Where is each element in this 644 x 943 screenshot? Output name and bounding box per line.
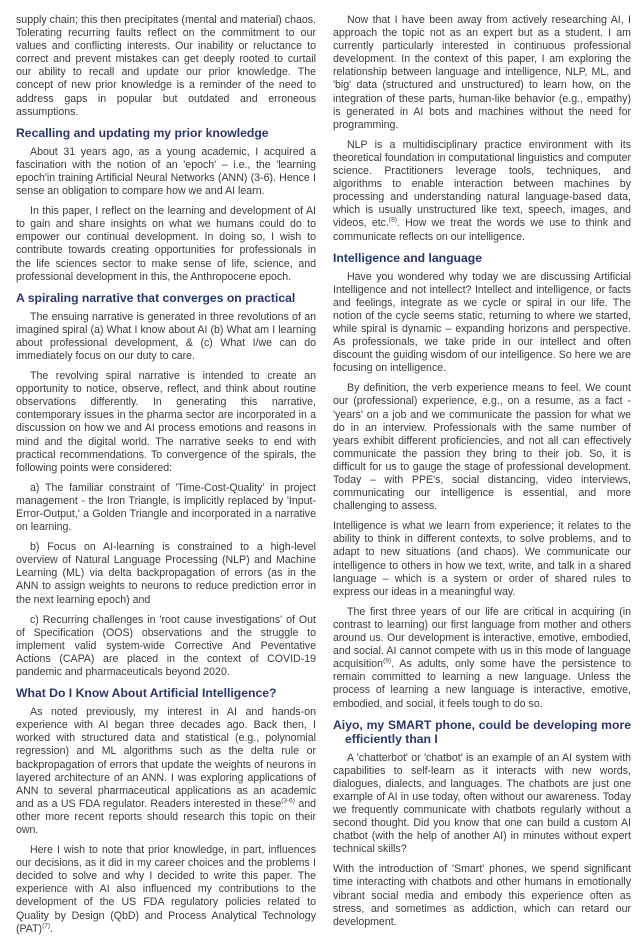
- paragraph: [16, 706, 316, 837]
- citation: (7): [42, 922, 51, 930]
- paragraph: The revolving spiral narrative is intended to create an opportunity to notice, observe, reflect, and think about routine observations differently. In generating this narrative, contemporary issues in the pharma sector are incorporated in a discussion on how we and AI process emotions and reasons in mind and the digital world. The narrative seeks to end with practical recommendations. To convergence of the spirals, the following points were considered:: [16, 370, 316, 474]
- paragraph: supply chain; this then precipitates (mental and material) chaos. Tolerating recurring faults reflect on the commitment to our values and conflicting interests. Our inability or reluctance to correct and prevent mistakes can get deeply rooted to curtail our ability to recall and update our prior knowledge. The concept of new prior knowledge is a reminder of the need to address gaps in popular but outdated and erroneous assumptions.: [16, 14, 316, 118]
- paragraph: About 31 years ago, as a young academic, I acquired a fascination with the notion of an 'epoch' – i.e., the 'learning epoch'in training Artificial Neural Networks (ANN) (3-6). Hence I sense an obligation to compare how we and AI learn.: [16, 145, 316, 198]
- text: Here I wish to note that prior knowledge, in part, influences our decisions, as it did in my career choices and the problems I decided to solve and why I decided to write this paper. The experience with AI also influenced my contributions to the development of the US FDA regulatory policies related to Quality by Design (QbD) and Process Analytical Technology (PAT): [16, 844, 316, 935]
- text: . As adults, only some have the persistence to remain committed to learning a new language. Unless the process of learning a new language is interactive, emotive, embodied, and social, it feels tough to do so.: [333, 658, 631, 710]
- citation: (8): [388, 216, 397, 224]
- list-item-a: a) The familiar constraint of 'Time-Cost-Quality' in project management - the Iron Triangle, is implicitly replaced by 'Input-Error-Output,' a Golden Triangle and incorporated in a narrative on learning.: [16, 481, 316, 534]
- paragraph: In this paper, I reflect on the learning and development of AI to gain and share insights on what we humans could do to empower our continual development. In doing so, I wish to contribute towards creating opportunities for professionals in the life sciences sector to make sense of life, science, and professional development in this, the Anthropocene epoch.: [16, 205, 316, 283]
- paragraph: [333, 606, 631, 711]
- paragraph: Now that I have been away from actively researching AI, I approach the topic not as an expert but as a student. I am currently particularly interested in continuous professional development. In the context of this paper, I am exploring the relationship between language and intelligence, NLP, ML, and 'big' data (structured and unstructured) to learn how, on the integration of these parts, human-like behavior (e.g., empathy) is generated in AI bots and machines without the need for programming.: [333, 14, 631, 131]
- section-heading-what-do-i-know: What Do I Know About Artificial Intelligence?: [16, 686, 277, 701]
- paragraph: The ensuing narrative is generated in three revolutions of an imagined spiral (a) What I know about AI (b) What am I learning about professional development, & (c) What I/we can do immediately focus on our duty to care.: [16, 310, 316, 362]
- section-heading-recalling: Recalling and updating my prior knowledge: [16, 125, 269, 140]
- text: The first three years of our life are critical in acquiring (in contrast to learning) our first language from mother and others around us. Our development is interactive, emotive, embodied, and social. AI cannot compete with us in this mode of language acquisition: [333, 605, 631, 671]
- citation: (9): [383, 657, 392, 665]
- paragraph: Have you wondered why today we are discussing Artificial Intelligence and not intellect? Intellect and intelligence, or facts and feelings, integrate as we cycle or spiral in our life. The notion of the cycle seems static, returning to where we started, while spiral is dynamic – expanding horizons and perspective. As professionals, we take pride in our intellect and often discount the guiding wisdom of our intelligence. So here we are focusing on intelligence.: [333, 270, 631, 375]
- text: As noted previously, my interest in AI and hands-on experience with AI began three decades ago. Back then, I worked with structured data and statistical (e.g., polynomial regression) and ML algorithms such as the delta rule or backpropagation of errors that update the weights of neurons in layered architecture of an ANN. I was exploring applications of ANN to several pharmaceutical applications as an academic and as a US FDA regulator. Readers interested in these: [16, 706, 316, 810]
- paragraph: With the introduction of 'Smart' phones, we spend significant time interacting with chatbots and other humans in emotionally vibrant social media and embody this experience often as stress, and sometimes as addiction, which can retard our development.: [333, 863, 631, 928]
- section-heading-smart-phone: Aiyo, my SMART phone, could be developing more efficiently than I: [333, 717, 631, 746]
- text: .: [50, 922, 53, 935]
- citation: (3-6): [281, 797, 295, 805]
- paragraph: By definition, the verb experience means to feel. We count our (professional) experience, e.g., on a resume, as a fact - 'years' on a job and we communicate the passion for what we do in an interview. Professionals with the same number of years exhibit different proficiencies, and not all can effectively communicate the passion they bring to their job. So, it is difficult for us to gauge the stage of professional development. Today – with PPE's, social distancing, video interviews, communicating our intelligence is essential, and more challenging to assess.: [333, 382, 631, 513]
- text: . How we treat the words we use to think and communicate reflects on our intelligence.: [333, 217, 631, 243]
- list-item-c: c) Recurring challenges in 'root cause investigations' of Out of Specification (OOS) observations and the struggle to implement valid system-wide Corrective And Peventative Actions (CAPA) are placed in the context of COVID-19 pandemic and pharmaceuticals beyond 2020.: [16, 613, 316, 679]
- paragraph: Intelligence is what we learn from experience; it relates to the ability to think in different contexts, to solve problems, and to adapt to new situations (and chaos). We communicate our intelligence to others in how we text, write, and talk in a shared language – which is a system or order of shared rules to express our ideas in a meaningful way.: [333, 520, 631, 598]
- paragraph: A 'chatterbot' or 'chatbot' is an example of an AI system with capabilities to self-learn as it interacts with new words, dialogues, dialects, and languages. The chatbots are just one example of AI in use today, often without our awareness. Today we frequently communicate with chatbots regularly without a second thought. Did you know that one can build a custom AI chatbot (with the help of another AI) in minutes without expert technical skills?: [333, 751, 631, 856]
- paragraph: [333, 139, 631, 244]
- section-heading-spiraling: A spiraling narrative that converges on practical: [16, 290, 296, 305]
- text: NLP is a multidisciplinary practice environment with its theoretical foundation in computational linguistics and computer science. Practitioners leverage tools, techniques, and algorithms to enable interaction between machines by processing and understanding natural language-based data, which is usually unstructured like text, speech, images, and videos, etc.: [333, 138, 631, 230]
- right-column: [333, 14, 631, 936]
- list-item-b: b) Focus on AI-learning is constrained to a high-level overview of Natural Language Processing (NLP) and Machine Learning (ML) via delta backpropagation of errors (as in the ANN to assign weights to neurons to reduce prediction error in the next learning epoch) and: [16, 541, 316, 606]
- text: and other more recent reports should research this topic on their own.: [16, 797, 316, 836]
- left-column: [16, 14, 316, 943]
- section-heading-intelligence-language: Intelligence and language: [333, 250, 482, 265]
- paragraph: [16, 844, 316, 936]
